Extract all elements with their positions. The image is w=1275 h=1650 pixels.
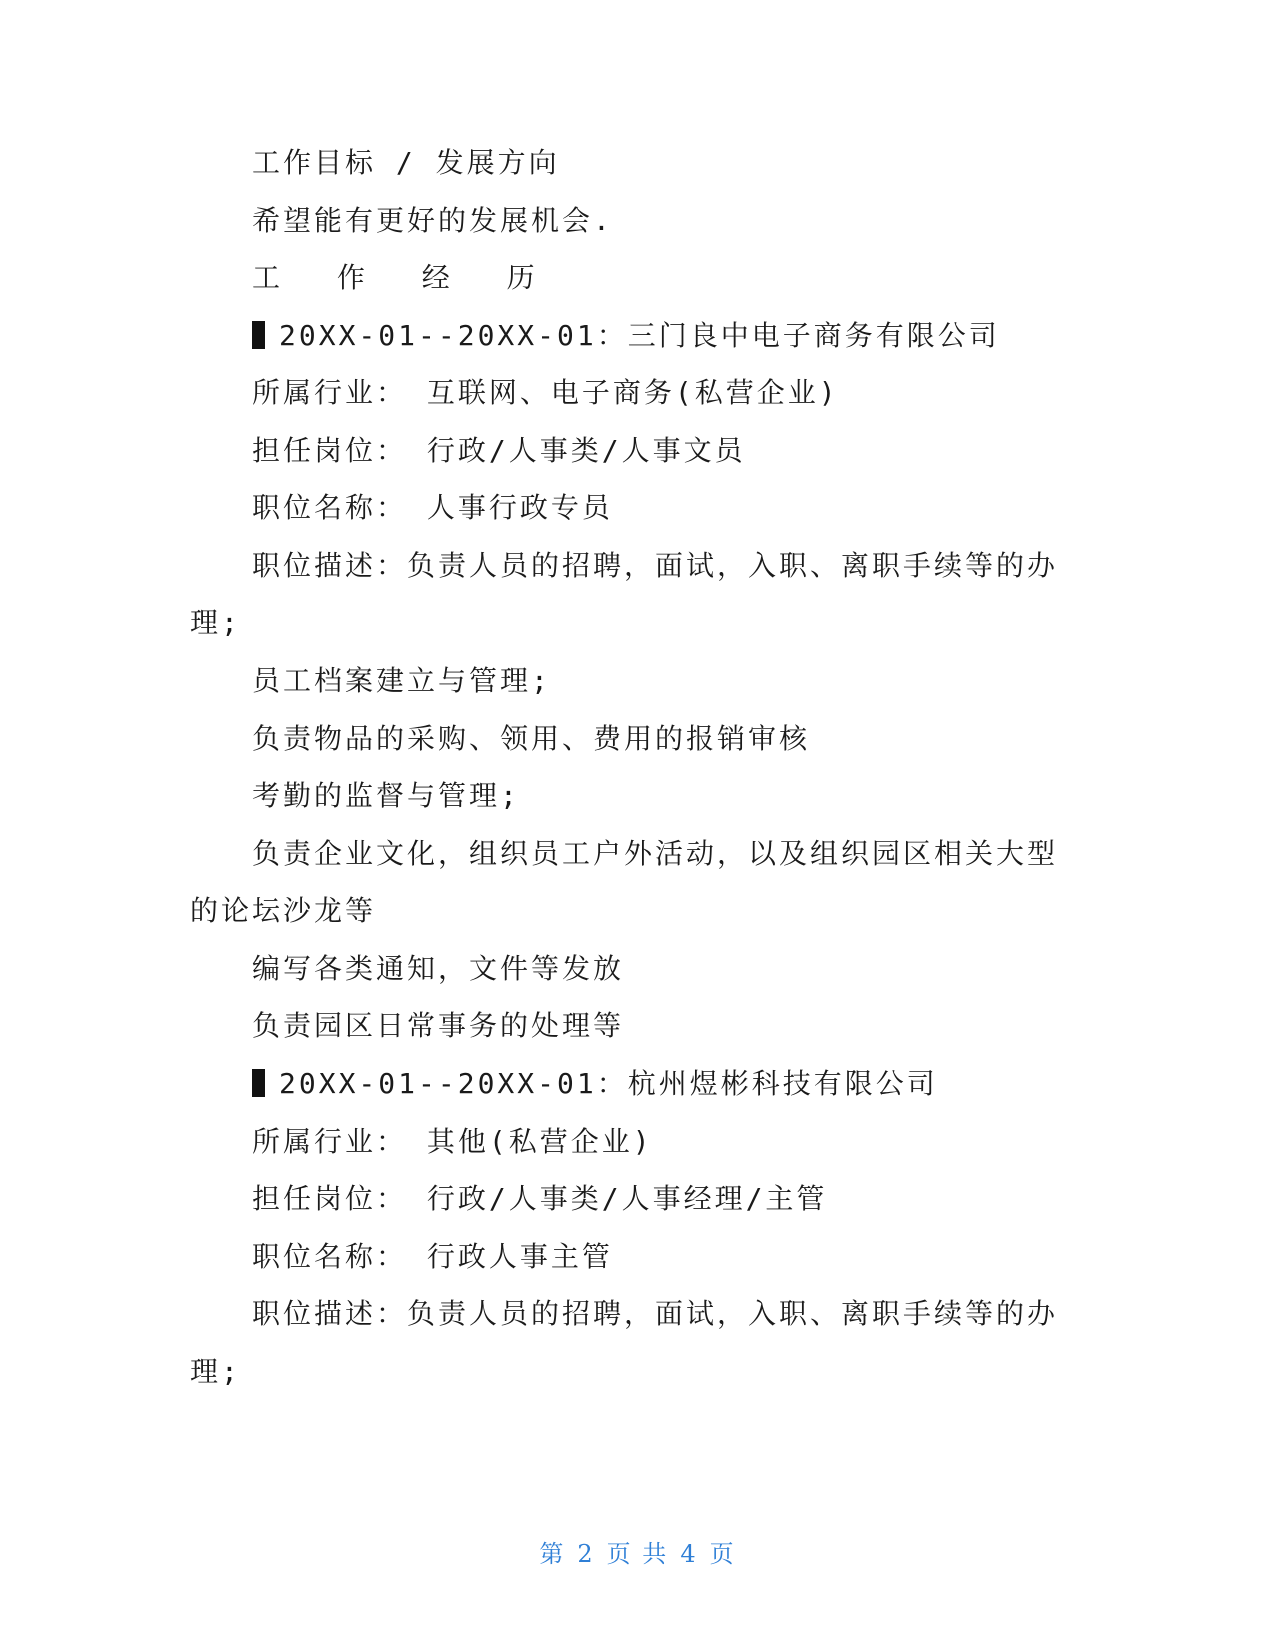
job-2-description: 职位描述：负责人员的招聘，面试，入职、离职手续等的办 (252, 1297, 1059, 1330)
work-goal-text: 希望能有更好的发展机会. (252, 204, 613, 237)
job-1-duty-culture: 负责企业文化，组织员工户外活动，以及组织园区相关大型 (252, 837, 1059, 870)
bullet-marker-icon (252, 321, 265, 349)
job-2-position: 担任岗位： 行政/人事类/人事经理/主管 (252, 1182, 828, 1215)
footer-current-page: 2 (577, 1540, 595, 1568)
job-1-duty-notices: 编写各类通知，文件等发放 (252, 952, 625, 985)
section-heading-work-experience: 工 作 经 历 (252, 261, 555, 294)
footer-total-pages: 4 (680, 1540, 698, 1568)
job-1-description: 职位描述：负责人员的招聘，面试，入职、离职手续等的办 (252, 549, 1059, 582)
job-1-duty-attendance: 考勤的监督与管理; (252, 779, 520, 812)
job-1-industry: 所属行业： 互联网、电子商务(私营企业) (252, 376, 839, 409)
job-1-position: 担任岗位： 行政/人事类/人事文员 (252, 434, 746, 467)
job-1-duty-culture-cont: 的论坛沙龙等 (190, 894, 377, 927)
job-1-description-cont: 理; (190, 606, 241, 639)
footer-mid: 页 共 (606, 1540, 669, 1568)
job-entry-title-2: 20XX-01--20XX-01：杭州煜彬科技有限公司 (279, 1067, 938, 1100)
job-entry-header-1 (252, 316, 1000, 356)
job-entry-title-1: 20XX-01--20XX-01：三门良中电子商务有限公司 (279, 319, 1000, 352)
job-2-description-cont: 理; (190, 1355, 241, 1388)
footer-suffix: 页 (709, 1540, 736, 1568)
job-1-duty-archives: 员工档案建立与管理; (252, 664, 551, 697)
job-2-title: 职位名称： 行政人事主管 (252, 1240, 613, 1273)
page-footer (0, 1538, 1275, 1570)
section-heading-work-goal: 工作目标 / 发展方向 (252, 146, 560, 179)
footer-prefix: 第 (539, 1540, 566, 1568)
job-2-industry: 所属行业： 其他(私营企业) (252, 1125, 653, 1158)
job-1-title: 职位名称： 人事行政专员 (252, 491, 613, 524)
job-1-duty-purchasing: 负责物品的采购、领用、费用的报销审核 (252, 722, 811, 755)
bullet-marker-icon (252, 1069, 265, 1097)
job-entry-header-2 (252, 1064, 938, 1104)
job-1-duty-affairs: 负责园区日常事务的处理等 (252, 1009, 625, 1042)
